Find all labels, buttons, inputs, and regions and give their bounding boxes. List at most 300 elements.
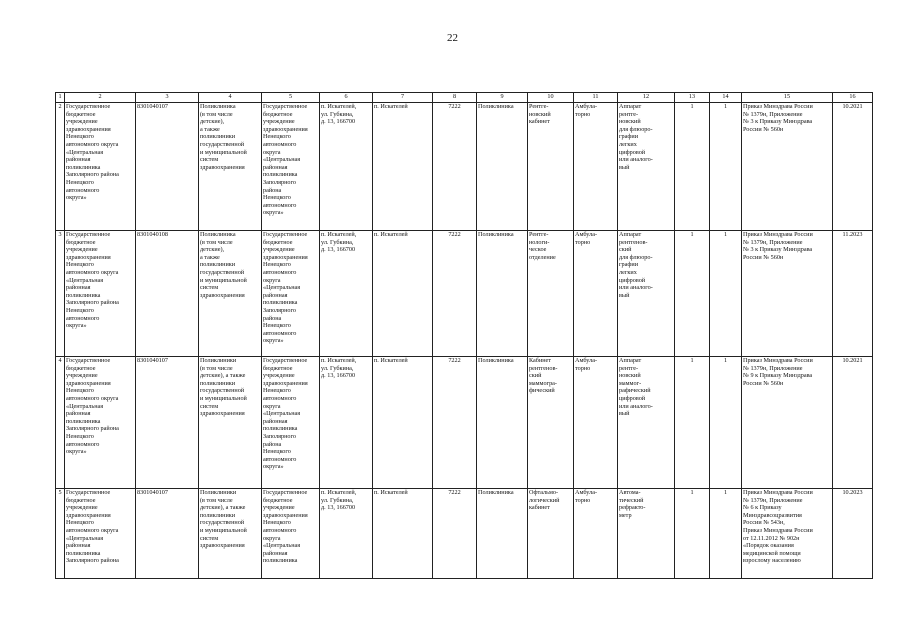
oktmo-cell: 7222 xyxy=(433,357,477,489)
table-row xyxy=(56,103,873,231)
organization-cell xyxy=(65,103,136,231)
cell-line: и муниципальной xyxy=(200,394,247,402)
cell-line: легких xyxy=(619,268,637,276)
cell-line: (в том числе xyxy=(200,496,233,504)
cell-line: и муниципальной xyxy=(200,276,247,284)
count-planned-cell: 1 xyxy=(675,489,710,579)
row-number: 5 xyxy=(56,489,65,579)
care-type-cell xyxy=(574,357,618,489)
care-type-cell xyxy=(574,489,618,579)
cell-line: автономного округа xyxy=(66,394,119,402)
cell-line: здравоохранения xyxy=(200,163,245,171)
cell-line: округа xyxy=(263,148,281,156)
cell-line: или аналого- xyxy=(619,284,653,292)
cell-line: детские), xyxy=(200,246,225,254)
organization-cell xyxy=(65,357,136,489)
column-number: 11 xyxy=(574,93,618,103)
column-number: 9 xyxy=(477,93,528,103)
row-number: 3 xyxy=(56,231,65,357)
department-cell: Поликлиника xyxy=(477,231,528,357)
date-cell: 10.2021 xyxy=(833,357,873,489)
cell-line: рентге- xyxy=(619,110,639,118)
cell-line: районная xyxy=(66,410,91,418)
cell-line: здравоохранения xyxy=(66,125,111,133)
count-planned-cell: 1 xyxy=(675,103,710,231)
cell-line: поликлиника xyxy=(66,417,101,425)
cell-line: учреждение xyxy=(263,504,295,512)
cell-line: округа» xyxy=(66,194,87,202)
cell-line: ул. Губкина, xyxy=(321,496,354,504)
cell-line: государственной xyxy=(200,140,245,148)
cell-line: поликлиника xyxy=(66,549,101,557)
column-number: 10 xyxy=(528,93,574,103)
address-cell xyxy=(320,489,373,579)
department-cell: Поликлиника xyxy=(477,357,528,489)
cell-line: ул. Губкина, xyxy=(321,238,354,246)
count-actual-cell: 1 xyxy=(710,489,742,579)
cell-line: здравоохранения xyxy=(263,253,308,261)
cell-line: автономного xyxy=(263,140,297,148)
cell-line: п. Искателей, xyxy=(321,489,357,496)
code-cell: 8301040107 xyxy=(136,489,199,579)
cell-line: Рентге- xyxy=(529,231,549,238)
cell-line: д. 13, 166700 xyxy=(321,246,356,254)
device-cell xyxy=(618,231,675,357)
cell-line: ческое xyxy=(529,246,547,254)
cell-line: рентгенов- xyxy=(529,364,558,372)
cell-line: районная xyxy=(263,291,288,299)
cell-line: № 1379н, Приложение xyxy=(743,496,803,504)
date-cell: 10.2023 xyxy=(833,489,873,579)
cell-line: «Центральная xyxy=(263,284,301,292)
cell-line: поликлиника xyxy=(66,291,101,299)
code-cell: 8301040107 xyxy=(136,103,199,231)
cell-line: поликлиника xyxy=(263,557,298,565)
cell-line: Приказ Минздрава России xyxy=(743,526,813,534)
cell-line: систем xyxy=(200,284,219,292)
column-number: 13 xyxy=(675,93,710,103)
register-table xyxy=(55,92,873,579)
cell-line: Офтальмо- xyxy=(529,489,559,496)
cell-line: логический xyxy=(529,496,560,504)
cell-line: округа xyxy=(263,276,281,284)
column-number: 6 xyxy=(320,93,373,103)
cell-line: для флюоро- xyxy=(619,253,653,261)
cell-line: торно xyxy=(575,110,591,118)
column-number: 3 xyxy=(136,93,199,103)
cell-line: здравоохранения xyxy=(200,410,245,418)
column-number: 5 xyxy=(262,93,320,103)
cell-line: учреждение xyxy=(66,118,98,126)
column-number: 1 xyxy=(56,93,65,103)
cell-line: Заполярного района xyxy=(66,557,119,565)
cell-line: для флюоро- xyxy=(619,125,653,133)
cell-line: систем xyxy=(200,402,219,410)
cell-line: здравоохранения xyxy=(263,125,308,133)
department-cell: Поликлиника xyxy=(477,489,528,579)
cell-line: «Центральная xyxy=(66,148,104,156)
cell-line: поликлиники xyxy=(200,511,236,519)
cell-line: торно xyxy=(575,496,591,504)
cell-line: Ненецкого xyxy=(263,519,291,527)
cell-line: округа» xyxy=(66,322,87,330)
legal-basis-cell xyxy=(742,357,833,489)
device-cell xyxy=(618,103,675,231)
cell-line: «Центральная xyxy=(263,156,301,164)
cell-line: Заполярного района xyxy=(66,171,119,179)
cell-line: районная xyxy=(263,549,288,557)
code-cell: 8301040108 xyxy=(136,231,199,357)
cell-line: или аналого- xyxy=(619,402,653,410)
cell-line: Поликлиника xyxy=(200,103,236,110)
cell-line: № 9 к Приказу Минздрава xyxy=(743,372,813,380)
cell-line: Минздравсоцразвития xyxy=(743,511,802,519)
column-number: 15 xyxy=(742,93,833,103)
cell-line: п. Искателей, xyxy=(321,357,357,364)
cell-line: рентге- xyxy=(619,364,639,372)
cell-line: России № 560н xyxy=(743,379,784,387)
cell-line: учреждение xyxy=(263,246,295,254)
cell-line: детские), xyxy=(200,118,225,126)
cell-line: от 12.11.2012 № 902н xyxy=(743,534,800,542)
cell-line: медицинской помощи xyxy=(743,549,801,557)
cell-line: «Центральная xyxy=(263,410,301,418)
cell-line: учреждение xyxy=(263,118,295,126)
cell-line: (в том числе xyxy=(200,364,233,372)
cell-line: Приказ Минздрава России xyxy=(743,103,813,110)
column-number: 14 xyxy=(710,93,742,103)
organization-cell xyxy=(65,231,136,357)
cell-line: новский xyxy=(619,118,641,126)
cell-line: Амбула- xyxy=(575,103,598,110)
cell-line: вый xyxy=(619,291,630,299)
room-cell xyxy=(528,489,574,579)
oktmo-cell: 7222 xyxy=(433,103,477,231)
cell-line: тический xyxy=(619,496,644,504)
unit-type-cell xyxy=(199,489,262,579)
address-cell xyxy=(320,103,373,231)
cell-line: (в том числе xyxy=(200,238,233,246)
cell-line: рефракто- xyxy=(619,504,646,512)
cell-line: или аналого- xyxy=(619,156,653,164)
cell-line: «Центральная xyxy=(263,542,301,550)
cell-line: а также xyxy=(200,253,220,261)
organization-short-cell xyxy=(262,103,320,231)
organization-short-cell xyxy=(262,357,320,489)
locality-cell: п. Искателей xyxy=(373,489,433,579)
cell-line: России № 560н xyxy=(743,125,784,133)
cell-line: учреждение xyxy=(263,372,295,380)
cell-line: бюджетное xyxy=(263,110,293,118)
page-number: 22 xyxy=(447,32,458,44)
cell-line: района xyxy=(263,314,282,322)
cell-line: Автома- xyxy=(619,489,641,496)
cell-line: поликлиники xyxy=(200,379,236,387)
cell-line: бюджетное xyxy=(66,364,96,372)
device-cell xyxy=(618,489,675,579)
cell-line: автономного округа xyxy=(66,526,119,534)
cell-line: Ненецкого xyxy=(263,322,291,330)
cell-line: графии xyxy=(619,133,639,141)
room-cell xyxy=(528,103,574,231)
cell-line: торно xyxy=(575,238,591,246)
cell-line: поликлиники xyxy=(200,261,236,269)
cell-line: № 3 к Приказу Минздрава xyxy=(743,246,813,254)
column-number: 16 xyxy=(833,93,873,103)
cell-line: автономного xyxy=(66,440,100,448)
cell-line: вый xyxy=(619,163,630,171)
cell-line: района xyxy=(263,440,282,448)
cell-line: Заполярного xyxy=(263,306,296,314)
locality-cell: п. Искателей xyxy=(373,231,433,357)
cell-line: бюджетное xyxy=(263,238,293,246)
cell-line: систем xyxy=(200,156,219,164)
cell-line: здравоохранения xyxy=(66,379,111,387)
cell-line: автономного xyxy=(263,526,297,534)
cell-line: д. 13, 166700 xyxy=(321,504,356,512)
table-row xyxy=(56,231,873,357)
cell-line: округа» xyxy=(263,209,284,217)
cell-line: Заполярного xyxy=(263,178,296,186)
cell-line: № 1379н, Приложение xyxy=(743,364,803,372)
cell-line: д. 13, 166700 xyxy=(321,372,356,380)
cell-line: поликлиники xyxy=(200,133,236,141)
cell-line: новский xyxy=(529,110,551,118)
cell-line: учреждение xyxy=(66,246,98,254)
cell-line: рафический xyxy=(619,387,651,395)
cell-line: Ненецкого xyxy=(66,133,94,141)
cell-line: здравоохранения xyxy=(263,511,308,519)
cell-line: маммог- xyxy=(619,379,642,387)
cell-line: Поликлиника xyxy=(200,231,236,238)
row-number: 4 xyxy=(56,357,65,489)
cell-line: Рентге- xyxy=(529,103,549,110)
cell-line: Ненецкого xyxy=(66,432,94,440)
column-number: 2 xyxy=(65,93,136,103)
cell-line: поликлиника xyxy=(263,171,298,179)
cell-line: бюджетное xyxy=(66,110,96,118)
cell-line: графии xyxy=(619,261,639,269)
cell-line: бюджетное xyxy=(263,496,293,504)
cell-line: легких xyxy=(619,140,637,148)
cell-line: цифровой xyxy=(619,276,646,284)
cell-line: № 3 к Приказу Минздрава xyxy=(743,118,813,126)
cell-line: бюджетное xyxy=(66,496,96,504)
cell-line: поликлиника xyxy=(66,163,101,171)
cell-line: Приказ Минздрава России xyxy=(743,357,813,364)
cell-line: районная xyxy=(66,542,91,550)
cell-line: Ненецкого xyxy=(66,261,94,269)
cell-line: Приказ Минздрава России xyxy=(743,489,813,496)
cell-line: автономного xyxy=(263,329,297,337)
date-cell: 10.2021 xyxy=(833,103,873,231)
cell-line: Ненецкого xyxy=(66,519,94,527)
cell-line: автономного xyxy=(263,201,297,209)
cell-line: ский xyxy=(619,246,632,254)
column-number: 7 xyxy=(373,93,433,103)
column-number: 8 xyxy=(433,93,477,103)
cell-line: Ненецкого xyxy=(263,261,291,269)
cell-line: Поликлиники xyxy=(200,489,237,496)
cell-line: России № 560н xyxy=(743,253,784,261)
cell-line: здравоохранения xyxy=(200,542,245,550)
cell-line: вый xyxy=(619,410,630,418)
cell-line: поликлиника xyxy=(263,299,298,307)
cell-line: цифровой xyxy=(619,394,646,402)
cell-line: Ненецкого xyxy=(66,178,94,186)
cell-line: округа» xyxy=(66,448,87,456)
cell-line: Аппарат xyxy=(619,103,642,110)
row-number: 2 xyxy=(56,103,65,231)
cell-line: Ненецкого xyxy=(263,133,291,141)
cell-line: метр xyxy=(619,511,632,519)
cell-line: государственной xyxy=(200,387,245,395)
cell-line: торно xyxy=(575,364,591,372)
care-type-cell xyxy=(574,231,618,357)
cell-line: нологи- xyxy=(529,238,550,246)
cell-line: кабинет xyxy=(529,118,550,126)
room-cell xyxy=(528,231,574,357)
count-planned-cell: 1 xyxy=(675,357,710,489)
cell-line: цифровой xyxy=(619,148,646,156)
cell-line: поликлиника xyxy=(263,425,298,433)
cell-line: № 6 к Приказу xyxy=(743,504,782,512)
count-planned-cell: 1 xyxy=(675,231,710,357)
cell-line: здравоохранения xyxy=(66,511,111,519)
locality-cell: п. Искателей xyxy=(373,103,433,231)
cell-line: бюджетное xyxy=(66,238,96,246)
cell-line: а также xyxy=(200,125,220,133)
legal-basis-cell xyxy=(742,231,833,357)
cell-line: «Центральная xyxy=(66,402,104,410)
cell-line: округа xyxy=(263,534,281,542)
cell-line: Государственное xyxy=(66,231,111,238)
cell-line: Поликлиники xyxy=(200,357,237,364)
address-cell xyxy=(320,357,373,489)
cell-line: рентгенов- xyxy=(619,238,648,246)
cell-line: п. Искателей, xyxy=(321,231,357,238)
cell-line: районная xyxy=(263,163,288,171)
code-cell: 8301040107 xyxy=(136,357,199,489)
cell-line: Амбула- xyxy=(575,489,598,496)
locality-cell: п. Искателей xyxy=(373,357,433,489)
cell-line: автономного округа xyxy=(66,268,119,276)
cell-line: д. 13, 166700 xyxy=(321,118,356,126)
oktmo-cell: 7222 xyxy=(433,231,477,357)
cell-line: Ненецкого xyxy=(66,387,94,395)
cell-line: учреждение xyxy=(66,504,98,512)
oktmo-cell: 7222 xyxy=(433,489,477,579)
cell-line: районная xyxy=(66,156,91,164)
cell-line: и муниципальной xyxy=(200,526,247,534)
cell-line: детские), а также xyxy=(200,372,246,380)
cell-line: Государственное xyxy=(66,357,111,364)
unit-type-cell xyxy=(199,103,262,231)
cell-line: районная xyxy=(66,284,91,292)
cell-line: округа xyxy=(263,402,281,410)
column-number: 12 xyxy=(618,93,675,103)
cell-line: маммогра- xyxy=(529,379,557,387)
unit-type-cell xyxy=(199,357,262,489)
cell-line: Заполярного xyxy=(263,432,296,440)
device-cell xyxy=(618,357,675,489)
cell-line: Амбула- xyxy=(575,357,598,364)
cell-line: п. Искателей, xyxy=(321,103,357,110)
count-actual-cell: 1 xyxy=(710,357,742,489)
cell-line: «Порядок оказания xyxy=(743,542,794,550)
cell-line: Приказ Минздрава России xyxy=(743,231,813,238)
cell-line: Государственное xyxy=(66,103,111,110)
organization-cell xyxy=(65,489,136,579)
legal-basis-cell xyxy=(742,103,833,231)
unit-type-cell xyxy=(199,231,262,357)
cell-line: Амбула- xyxy=(575,231,598,238)
cell-line: Государственное xyxy=(263,357,308,364)
cell-line: государственной xyxy=(200,268,245,276)
address-cell xyxy=(320,231,373,357)
cell-line: Заполярного района xyxy=(66,299,119,307)
cell-line: Ненецкого xyxy=(66,306,94,314)
cell-line: здравоохранения xyxy=(200,291,245,299)
cell-line: округа» xyxy=(263,337,284,345)
legal-basis-cell xyxy=(742,489,833,579)
cell-line: автономного xyxy=(66,314,100,322)
table-row xyxy=(56,489,873,579)
care-type-cell xyxy=(574,103,618,231)
room-cell xyxy=(528,357,574,489)
cell-line: Ненецкого xyxy=(263,448,291,456)
cell-line: автономного xyxy=(263,394,297,402)
cell-line: Государственное xyxy=(66,489,111,496)
cell-line: Заполярного района xyxy=(66,425,119,433)
cell-line: и муниципальной xyxy=(200,148,247,156)
cell-line: Аппарат xyxy=(619,357,642,364)
cell-line: детские), а также xyxy=(200,504,246,512)
cell-line: Государственное xyxy=(263,103,308,110)
cell-line: (в том числе xyxy=(200,110,233,118)
cell-line: автономного xyxy=(263,455,297,463)
cell-line: Государственное xyxy=(263,231,308,238)
cell-line: новский xyxy=(619,372,641,380)
cell-line: автономного округа xyxy=(66,140,119,148)
column-number-row xyxy=(56,93,873,103)
cell-line: ул. Губкина, xyxy=(321,110,354,118)
cell-line: Аппарат xyxy=(619,231,642,238)
cell-line: фический xyxy=(529,387,555,395)
cell-line: автономного xyxy=(66,186,100,194)
cell-line: автономного xyxy=(263,268,297,276)
organization-short-cell xyxy=(262,489,320,579)
count-actual-cell: 1 xyxy=(710,103,742,231)
cell-line: «Центральная xyxy=(66,276,104,284)
department-cell: Поликлиника xyxy=(477,103,528,231)
cell-line: округа» xyxy=(263,463,284,471)
cell-line: ский xyxy=(529,372,542,380)
cell-line: районная xyxy=(263,417,288,425)
cell-line: Ненецкого xyxy=(263,194,291,202)
date-cell: 11.2023 xyxy=(833,231,873,357)
cell-line: района xyxy=(263,186,282,194)
cell-line: бюджетное xyxy=(263,364,293,372)
cell-line: ул. Губкина, xyxy=(321,364,354,372)
organization-short-cell xyxy=(262,231,320,357)
column-number: 4 xyxy=(199,93,262,103)
cell-line: государственной xyxy=(200,519,245,527)
cell-line: «Центральная xyxy=(66,534,104,542)
count-actual-cell: 1 xyxy=(710,231,742,357)
cell-line: Государственное xyxy=(263,489,308,496)
cell-line: кабинет xyxy=(529,504,550,512)
